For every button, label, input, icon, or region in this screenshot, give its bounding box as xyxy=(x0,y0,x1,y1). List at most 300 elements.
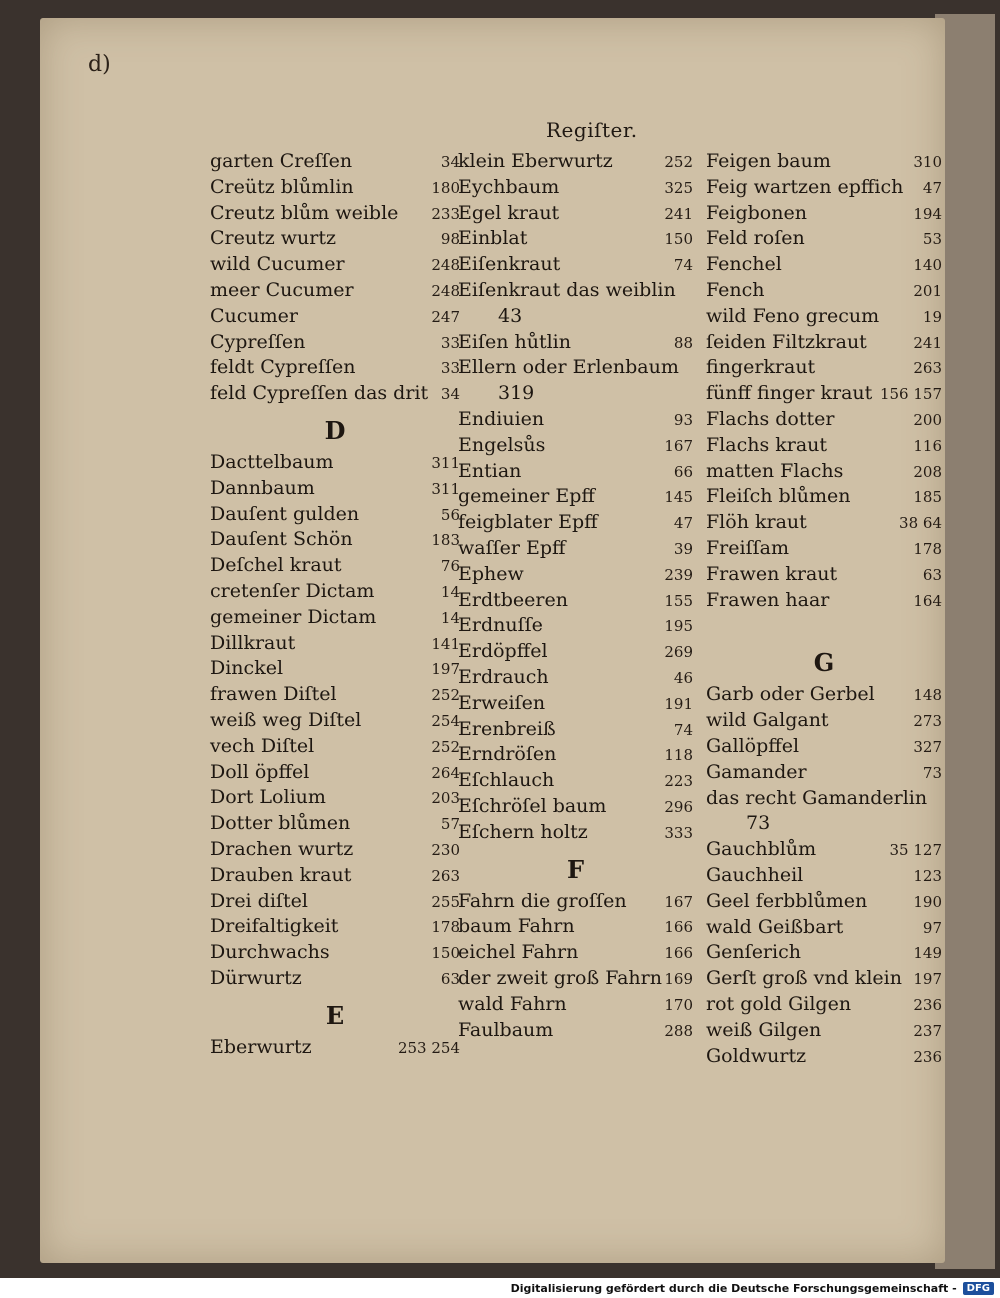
entry-page-number: 63 xyxy=(440,969,460,988)
entry-page-number: 34 xyxy=(440,385,460,404)
index-entry xyxy=(458,718,693,744)
index-entry xyxy=(706,838,942,864)
index-entry xyxy=(458,967,693,993)
index-entry xyxy=(706,537,942,563)
index-entry xyxy=(706,916,942,942)
entry-name: gemeiner Epff xyxy=(458,485,595,508)
entry-name: Ephew xyxy=(458,562,524,585)
index-entry xyxy=(706,1045,942,1071)
index-entry xyxy=(458,408,693,434)
index-entry xyxy=(210,451,460,477)
entry-page-number: 97 xyxy=(922,918,942,937)
entry-name: Eiſenkraut xyxy=(458,253,561,276)
index-column-2 xyxy=(458,150,693,1044)
index-entry xyxy=(458,821,693,847)
entry-name: Ellern oder Erlenbaum xyxy=(458,356,679,379)
entry-page-number: 76 xyxy=(440,557,460,576)
entry-name: weiß Gilgen xyxy=(706,1018,822,1041)
entry-name: Entian xyxy=(458,459,522,482)
entry-name: Fleiſch blůmen xyxy=(706,485,851,508)
entry-page-number: 169 xyxy=(664,969,693,988)
index-entry xyxy=(210,150,460,176)
entry-name: Erndröſen xyxy=(458,743,557,766)
entry-page-number: 39 xyxy=(673,539,693,558)
entry-page-number: 38 64 xyxy=(899,514,942,533)
index-entry xyxy=(706,176,942,202)
entry-name: frawen Diſtel xyxy=(210,683,337,706)
entry-page-number: 34 xyxy=(440,153,460,171)
entry-name: das recht Gamanderlin xyxy=(706,786,928,809)
entry-name: Geel ferbblůmen xyxy=(706,889,868,912)
entry-page-number: 47 xyxy=(673,514,693,533)
entry-page-number: 236 xyxy=(913,995,942,1014)
index-entry xyxy=(210,331,460,357)
index-entry xyxy=(210,657,460,683)
entry-name: Dinckel xyxy=(210,657,284,680)
index-entry xyxy=(458,993,693,1019)
entry-name: klein Eberwurtz xyxy=(458,150,613,172)
index-entry xyxy=(706,993,942,1019)
entry-name: Dillkraut xyxy=(210,631,296,654)
entry-page-number: 311 xyxy=(431,453,460,472)
entry-name: Durchwachs xyxy=(210,941,330,964)
entry-page-number: 35 127 xyxy=(889,841,942,860)
entry-page-number: 170 xyxy=(664,995,693,1014)
entry-name: garten Creſſen xyxy=(210,150,353,172)
entry-page-number: 148 xyxy=(913,686,942,705)
entry-page-number: 311 xyxy=(431,479,460,498)
index-entry xyxy=(706,890,942,916)
entry-page-number: 166 xyxy=(664,944,693,963)
entry-name: Dürwurtz xyxy=(210,966,302,989)
entry-name: feigblater Epff xyxy=(458,511,598,534)
entry-page-number: 140 xyxy=(913,256,942,275)
index-entry xyxy=(706,864,942,890)
entry-page-number: 263 xyxy=(431,866,460,885)
index-entry xyxy=(706,434,942,460)
entry-page-number: 248 xyxy=(431,281,460,300)
entry-name: Goldwurtz xyxy=(706,1044,807,1067)
index-entry xyxy=(458,382,693,408)
entry-page-number: 73 xyxy=(922,763,942,782)
entry-name: Drauben kraut xyxy=(210,863,352,886)
index-entry xyxy=(706,382,942,408)
index-entry xyxy=(210,554,460,580)
entry-page-number: 296 xyxy=(664,797,693,816)
entry-page-number: 253 254 xyxy=(397,1038,460,1057)
index-entry xyxy=(706,150,942,176)
entry-page-number: 19 xyxy=(922,307,942,326)
entry-name: Creutz wurtz xyxy=(210,227,337,250)
entry-name: Fenchel xyxy=(706,253,782,276)
index-entry xyxy=(706,227,942,253)
entry-name: wald Geißbart xyxy=(706,915,844,938)
dfg-logo-icon: DFG xyxy=(963,1282,994,1295)
entry-page-number: 33 xyxy=(440,359,460,378)
entry-page-number: 310 xyxy=(913,153,942,171)
section-letter xyxy=(210,416,460,446)
index-entry xyxy=(458,640,693,666)
entry-page-number: 195 xyxy=(664,617,693,636)
entry-name: Gauchblům xyxy=(706,838,817,861)
entry-page-number: 57 xyxy=(440,815,460,834)
entry-page-number: 230 xyxy=(431,840,460,859)
entry-name: Dort Lolium xyxy=(210,786,326,809)
index-entry xyxy=(706,511,942,537)
index-entry xyxy=(210,528,460,554)
entry-name: wald Fahrn xyxy=(458,992,567,1015)
index-column-3 xyxy=(706,150,942,1070)
index-column-1 xyxy=(210,150,460,1062)
entry-name: Faulbaum xyxy=(458,1018,554,1041)
entry-page-number: 197 xyxy=(913,970,942,989)
entry-name: Frawen haar xyxy=(706,588,830,611)
spacer xyxy=(706,614,942,640)
entry-page-number: 14 xyxy=(440,608,460,627)
entry-name: Erdtbeeren xyxy=(458,588,568,611)
index-entry xyxy=(210,503,460,529)
entry-page-number: 252 xyxy=(431,686,460,705)
index-entry xyxy=(210,202,460,228)
entry-name: Eberwurtz xyxy=(210,1035,312,1058)
entry-name: wild Feno grecum xyxy=(706,304,880,327)
index-entry xyxy=(210,838,460,864)
index-entry xyxy=(458,1019,693,1045)
index-entry xyxy=(706,761,942,787)
index-entry xyxy=(210,941,460,967)
index-entry xyxy=(458,589,693,615)
index-entry xyxy=(706,485,942,511)
entry-page-number: 155 xyxy=(664,591,693,610)
index-entry xyxy=(210,683,460,709)
index-entry xyxy=(458,692,693,718)
entry-name: Flöh kraut xyxy=(706,511,807,534)
entry-page-number: 98 xyxy=(440,230,460,249)
index-entry xyxy=(210,305,460,331)
index-entry xyxy=(210,227,460,253)
index-entry xyxy=(210,735,460,761)
entry-page-number: 74 xyxy=(673,256,693,275)
entry-name: Gerſt groß vnd klein xyxy=(706,967,902,990)
index-entry xyxy=(210,580,460,606)
entry-page-number: 327 xyxy=(913,737,942,756)
entry-page-number: 14 xyxy=(440,582,460,601)
index-entry xyxy=(210,606,460,632)
index-entry xyxy=(706,305,942,331)
register-header: Regiſter. xyxy=(546,118,638,142)
entry-page-number: 185 xyxy=(913,488,942,507)
index-entry xyxy=(210,864,460,890)
entry-page-number: 63 xyxy=(922,565,942,584)
index-entry xyxy=(458,176,693,202)
entry-page-number: 252 xyxy=(664,153,693,171)
entry-name: Cucumer xyxy=(210,304,298,327)
entry-page-number: 150 xyxy=(431,944,460,963)
entry-name: Fench xyxy=(706,278,765,301)
entry-name: wild Cucumer xyxy=(210,253,345,276)
entry-page-number: 197 xyxy=(431,660,460,679)
index-entry xyxy=(706,253,942,279)
entry-page-number: 33 xyxy=(440,333,460,352)
index-entry xyxy=(458,253,693,279)
entry-page-number: 239 xyxy=(664,565,693,584)
entry-page-number: 247 xyxy=(431,307,460,326)
entry-name: 319 xyxy=(498,382,535,405)
entry-name: Cypreſſen xyxy=(210,330,306,353)
index-entry xyxy=(458,511,693,537)
index-entry xyxy=(210,176,460,202)
index-entry xyxy=(706,356,942,382)
index-entry xyxy=(706,967,942,993)
entry-name: fünff finger kraut xyxy=(706,382,873,405)
entry-name: Frawen kraut xyxy=(706,562,838,585)
index-entry xyxy=(210,890,460,916)
index-entry xyxy=(706,279,942,305)
entry-name: Flachs dotter xyxy=(706,407,835,430)
index-entry xyxy=(210,761,460,787)
entry-page-number: 66 xyxy=(673,462,693,481)
entry-name: Drei diſtel xyxy=(210,889,308,912)
index-entry xyxy=(706,941,942,967)
index-entry xyxy=(210,477,460,503)
entry-page-number: 252 xyxy=(431,737,460,756)
index-entry xyxy=(706,202,942,228)
entry-page-number: 223 xyxy=(664,772,693,791)
entry-page-number: 46 xyxy=(673,668,693,687)
entry-name: rot gold Gilgen xyxy=(706,992,852,1015)
index-entry xyxy=(706,331,942,357)
entry-page-number: 255 xyxy=(431,892,460,911)
index-entry xyxy=(458,795,693,821)
entry-name: waſſer Epff xyxy=(458,536,566,559)
index-entry xyxy=(458,356,693,382)
index-entry xyxy=(706,408,942,434)
entry-page-number: 145 xyxy=(664,488,693,507)
entry-page-number: 149 xyxy=(913,944,942,963)
index-entry xyxy=(706,460,942,486)
entry-name: Genſerich xyxy=(706,941,801,964)
entry-page-number: 203 xyxy=(431,789,460,808)
entry-page-number: 183 xyxy=(431,531,460,550)
index-entry xyxy=(458,305,693,331)
entry-name: Gauchheil xyxy=(706,863,804,886)
entry-page-number: 141 xyxy=(431,634,460,653)
entry-name: meer Cucumer xyxy=(210,278,354,301)
entry-page-number: 269 xyxy=(664,643,693,662)
entry-page-number: 273 xyxy=(913,712,942,731)
entry-page-number: 164 xyxy=(913,591,942,610)
entry-name: Creutz blům weible xyxy=(210,201,399,224)
index-entry xyxy=(458,485,693,511)
index-entry xyxy=(210,709,460,735)
entry-name: eichel Fahrn xyxy=(458,941,579,964)
entry-name: Eychbaum xyxy=(458,175,560,198)
entry-name: Doll öpffel xyxy=(210,760,310,783)
index-entry xyxy=(458,150,693,176)
entry-name: Fahrn die groſſen xyxy=(458,889,627,912)
entry-name: cretenſer Dictam xyxy=(210,579,375,602)
entry-name: der zweit groß Fahrn xyxy=(458,966,662,989)
entry-name: Eſchröſel baum xyxy=(458,794,607,817)
section-letter xyxy=(210,1001,460,1031)
section-letter-label: F xyxy=(566,854,585,884)
entry-page-number: 47 xyxy=(922,178,942,197)
entry-page-number: 248 xyxy=(431,256,460,275)
index-entry xyxy=(210,253,460,279)
entry-page-number: 254 xyxy=(431,711,460,730)
index-entry xyxy=(706,1019,942,1045)
index-entry xyxy=(210,356,460,382)
entry-name: Feigen baum xyxy=(706,150,831,172)
entry-name: Erdrauch xyxy=(458,665,549,688)
entry-name: Dacttelbaum xyxy=(210,450,334,473)
index-entry xyxy=(458,915,693,941)
entry-page-number: 116 xyxy=(913,436,942,455)
index-entry xyxy=(210,632,460,658)
entry-page-number: 237 xyxy=(913,1021,942,1040)
entry-name: Erdöpffel xyxy=(458,640,548,663)
footer-bar xyxy=(0,1278,1000,1298)
entry-page-number: 288 xyxy=(664,1021,693,1040)
index-entry xyxy=(458,614,693,640)
entry-name: Einblat xyxy=(458,227,528,250)
entry-page-number: 194 xyxy=(913,204,942,223)
entry-page-number: 123 xyxy=(913,866,942,885)
section-letter xyxy=(458,855,693,885)
entry-name: matten Flachs xyxy=(706,459,844,482)
entry-name: Dannbaum xyxy=(210,476,315,499)
entry-name: wild Galgant xyxy=(706,709,829,732)
entry-page-number: 167 xyxy=(664,436,693,455)
entry-page-number: 333 xyxy=(664,823,693,842)
index-entry xyxy=(210,967,460,993)
entry-page-number: 88 xyxy=(673,333,693,352)
entry-name: Gamander xyxy=(706,760,807,783)
entry-page-number: 56 xyxy=(440,505,460,524)
entry-name: feld Cypreſſen das drit xyxy=(210,382,429,405)
entry-name: Feigbonen xyxy=(706,201,807,224)
index-entry xyxy=(458,941,693,967)
entry-name: ſeiden Filtzkraut xyxy=(706,330,867,353)
entry-name: Garb oder Gerbel xyxy=(706,683,875,706)
index-entry xyxy=(458,666,693,692)
index-entry xyxy=(458,331,693,357)
index-entry xyxy=(458,890,693,916)
entry-name: 73 xyxy=(746,812,771,835)
entry-name: Eiſen hůtlin xyxy=(458,330,571,353)
entry-page-number: 167 xyxy=(664,892,693,911)
entry-page-number: 93 xyxy=(673,410,693,429)
index-entry xyxy=(210,786,460,812)
index-entry xyxy=(210,915,460,941)
entry-name: Flachs kraut xyxy=(706,433,828,456)
index-entry xyxy=(706,589,942,615)
entry-name: vech Diſtel xyxy=(210,734,315,757)
index-entry xyxy=(458,743,693,769)
entry-page-number: 233 xyxy=(431,204,460,223)
entry-name: Drachen wurtz xyxy=(210,837,354,860)
entry-page-number: 166 xyxy=(664,918,693,937)
entry-page-number: 191 xyxy=(664,694,693,713)
entry-name: Endiuien xyxy=(458,407,545,430)
entry-name: gemeiner Dictam xyxy=(210,605,377,628)
index-entry xyxy=(458,279,693,305)
entry-name: Dotter blůmen xyxy=(210,812,351,835)
index-entry xyxy=(210,1036,460,1062)
index-entry xyxy=(458,769,693,795)
corner-mark: d) xyxy=(88,52,111,77)
entry-name: Erweiſen xyxy=(458,691,546,714)
entry-name: weiß weg Diſtel xyxy=(210,708,362,731)
entry-page-number: 180 xyxy=(431,178,460,197)
entry-page-number: 325 xyxy=(664,178,693,197)
entry-page-number: 178 xyxy=(913,539,942,558)
index-entry xyxy=(706,683,942,709)
entry-page-number: 264 xyxy=(431,763,460,782)
entry-page-number: 190 xyxy=(913,892,942,911)
entry-name: Freiſſam xyxy=(706,536,789,559)
entry-name: feldt Cypreſſen xyxy=(210,356,356,379)
index-entry xyxy=(210,382,460,408)
entry-name: Erdnuſſe xyxy=(458,614,543,637)
index-entry xyxy=(458,227,693,253)
entry-name: Engelsůs xyxy=(458,433,546,456)
entry-page-number: 150 xyxy=(664,230,693,249)
entry-page-number: 53 xyxy=(922,230,942,249)
entry-name: Dauſent Schön xyxy=(210,528,353,551)
entry-name: 43 xyxy=(498,304,523,327)
entry-name: Eiſenkraut das weiblin xyxy=(458,278,676,301)
entry-name: baum Fahrn xyxy=(458,915,575,938)
entry-page-number: 241 xyxy=(913,333,942,352)
entry-name: Deſchel kraut xyxy=(210,554,342,577)
entry-name: Gallöpffel xyxy=(706,734,800,757)
footer-credit: Digitalisierung gefördert durch die Deutsche Forschungsgemeinschaft - xyxy=(510,1281,957,1295)
entry-name: Dreifaltigkeit xyxy=(210,915,339,938)
section-letter-label: D xyxy=(324,415,346,445)
entry-name: Dauſent gulden xyxy=(210,502,360,525)
entry-name: Eſchlauch xyxy=(458,769,555,792)
index-entry xyxy=(458,460,693,486)
entry-page-number: 178 xyxy=(431,918,460,937)
index-entry xyxy=(706,709,942,735)
entry-page-number: 156 157 xyxy=(879,385,942,404)
entry-page-number: 200 xyxy=(913,410,942,429)
entry-page-number: 74 xyxy=(673,720,693,739)
entry-page-number: 263 xyxy=(913,359,942,378)
index-entry xyxy=(458,563,693,589)
index-entry xyxy=(210,812,460,838)
index-entry xyxy=(458,537,693,563)
entry-name: fingerkraut xyxy=(706,356,816,379)
entry-page-number: 201 xyxy=(913,281,942,300)
entry-name: Erenbreiß xyxy=(458,717,556,740)
section-letter-label: E xyxy=(325,1000,345,1030)
index-entry xyxy=(210,279,460,305)
entry-page-number: 241 xyxy=(664,204,693,223)
index-entry xyxy=(458,202,693,228)
index-entry xyxy=(706,563,942,589)
entry-name: Egel kraut xyxy=(458,201,560,224)
entry-name: Feld roſen xyxy=(706,227,805,250)
entry-name: Feig wartzen epffich xyxy=(706,175,904,198)
index-entry xyxy=(706,812,942,838)
section-letter-label: G xyxy=(813,648,835,678)
index-entry xyxy=(706,787,942,813)
entry-page-number: 236 xyxy=(913,1047,942,1066)
section-letter xyxy=(706,648,942,678)
entry-page-number: 118 xyxy=(664,746,693,765)
